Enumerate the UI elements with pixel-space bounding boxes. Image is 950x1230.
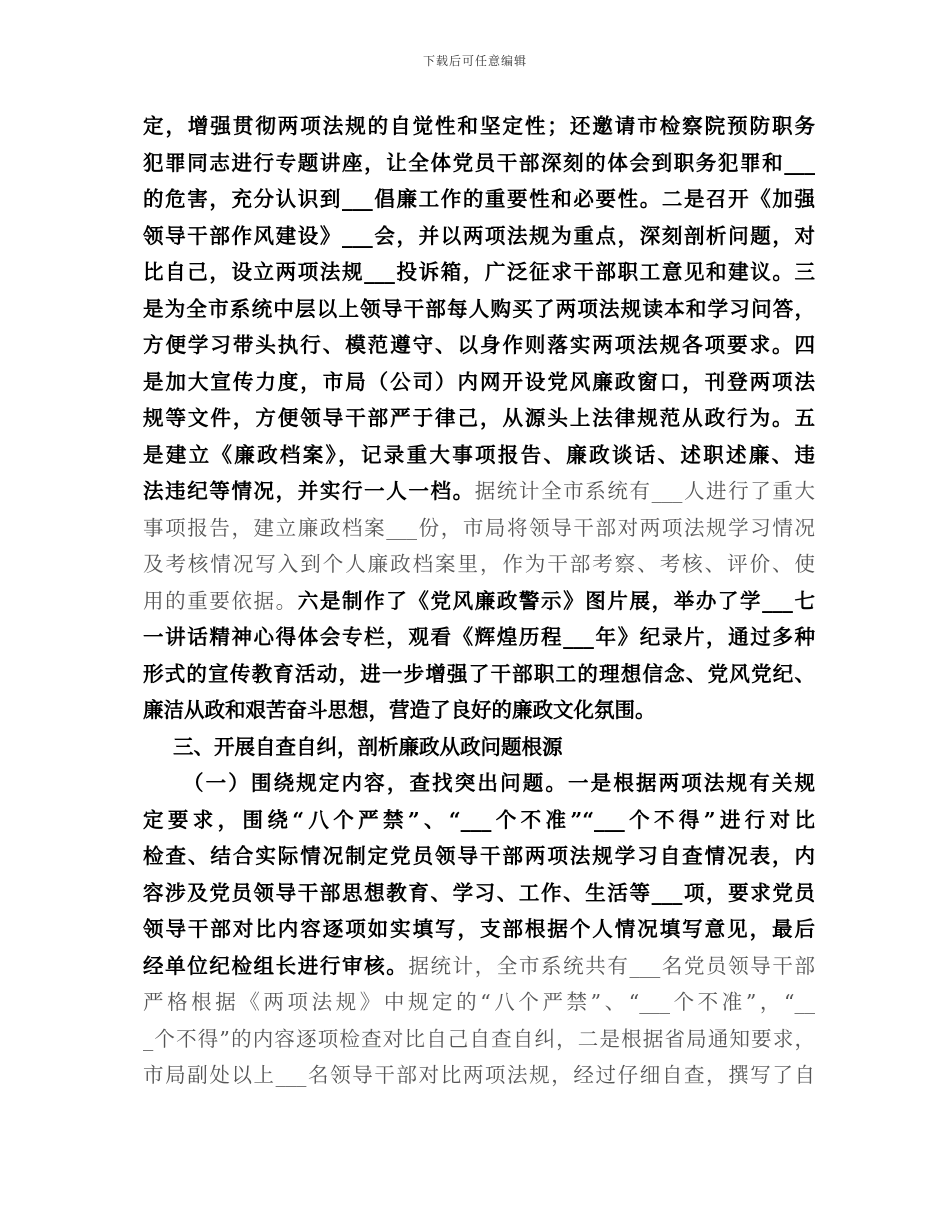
text-line	[143, 364, 815, 401]
text-line	[143, 656, 815, 693]
regular-text-segment: _个不得”的内容逐项检查对比自己自查自纠，二是根据省局通知要求，	[143, 1026, 815, 1051]
bold-text-segment: 是为全市系统中层以上领导干部每人购买了两项法规读本和学习问答，	[143, 296, 815, 321]
bold-text-segment: 经单位纪检组长进行审核。	[143, 953, 409, 978]
bold-text-segment: 形式的宣传教育活动，进一步增强了干部职工的理想信念、党风党纪、	[143, 661, 815, 686]
text-line	[143, 254, 815, 291]
text-line	[143, 546, 815, 583]
text-line	[143, 473, 815, 510]
text-line	[143, 510, 815, 547]
text-line	[143, 218, 815, 255]
bold-text-segment: 定要求，围绕“八个严禁”、“___个不准”“___个不得”进行对比	[143, 807, 815, 832]
bold-text-segment: 是建立《廉政档案》，记录重大事项报告、廉政谈话、述职述廉、违	[143, 442, 815, 467]
bold-text-segment: 法违纪等情况，并实行一人一档。	[143, 479, 475, 503]
bold-text-segment: 定，增强贯彻两项法规的自觉性和坚定性；还邀请市检察院预防职务	[143, 114, 815, 138]
text-line	[143, 765, 815, 802]
text-line	[143, 838, 815, 875]
bold-text-segment: 三、开展自查自纠，剖析廉政从政问题根源	[173, 734, 563, 759]
bold-text-segment: 的危害，充分认识到___倡廉工作的重要性和必要性。二是召开《加强	[143, 187, 815, 211]
text-line	[143, 437, 815, 474]
regular-text-segment: 据统计全市系统有___人进行了重大	[474, 479, 816, 503]
bold-text-segment: 廉洁从政和艰苦奋斗思想，营造了良好的廉政文化氛围。	[143, 698, 656, 722]
text-line	[143, 327, 815, 364]
bold-text-segment: 犯罪同志进行专题讲座，让全体党员干部深刻的体会到职务犯罪和___	[143, 150, 815, 175]
bold-text-segment: 检查、结合实际情况制定党员领导干部两项法规学习自查情况表，内	[143, 844, 815, 868]
document-body	[143, 108, 815, 1094]
regular-text-segment: 用的重要依据。	[143, 588, 298, 613]
bold-text-segment: （一）围绕规定内容，查找突出问题。一是根据两项法规有关规	[183, 771, 815, 795]
page-header: 下载后可任意编辑	[422, 54, 527, 68]
text-line	[143, 583, 815, 620]
bold-text-segment: 领导干部作风建设》___会，并以两项法规为重点，深刻剖析问题，对	[143, 223, 815, 248]
text-line	[143, 145, 815, 182]
bold-text-segment: 比自己，设立两项法规___投诉箱，广泛征求干部职工意见和建议。三	[143, 260, 815, 284]
regular-text-segment: 市局副处以上___名领导干部对比两项法规，经过仔细自查，撰写了自	[143, 1063, 815, 1087]
text-line	[143, 181, 815, 218]
regular-text-segment: 及考核情况写入到个人廉政档案里，作为干部考察、考核、评价、使	[143, 552, 815, 576]
regular-text-segment: 事项报告，建立廉政档案___份，市局将领导干部对两项法规学习情况	[143, 515, 815, 540]
text-line	[143, 291, 815, 328]
bold-text-segment: 一讲话精神心得体会专栏，观看《辉煌历程___年》纪录片，通过多种	[143, 625, 815, 649]
bold-text-segment: 规等文件，方便领导干部严于律己，从源头上法律规范从政行为。五	[143, 406, 815, 430]
text-line	[143, 108, 815, 145]
bold-text-segment: 六是制作了《党风廉政警示》图片展，举办了学___七	[297, 588, 816, 613]
text-line	[143, 984, 815, 1021]
text-line	[143, 911, 815, 948]
text-line	[143, 802, 815, 839]
text-line	[143, 619, 815, 656]
regular-text-segment: 严格根据《两项法规》中规定的“八个严禁”、“___个不准”，“__	[143, 990, 815, 1014]
text-line	[143, 875, 815, 912]
regular-text-segment: 据统计，全市系统共有___名党员领导干部	[408, 953, 816, 978]
text-line	[143, 729, 815, 766]
text-line	[143, 1021, 815, 1058]
text-line	[143, 692, 815, 729]
text-line	[143, 948, 815, 985]
bold-text-segment: 领导干部对比内容逐项如实填写，支部根据个人情况填写意见，最后	[143, 917, 815, 941]
bold-text-segment: 方便学习带头执行、模范遵守、以身作则落实两项法规各项要求。四	[143, 333, 815, 357]
bold-text-segment: 容涉及党员领导干部思想教育、学习、工作、生活等___项，要求党员	[143, 880, 815, 905]
bold-text-segment: 是加大宣传力度，市局（公司）内网开设党风廉政窗口，刊登两项法	[143, 369, 815, 394]
text-line	[143, 400, 815, 437]
text-line	[143, 1057, 815, 1094]
